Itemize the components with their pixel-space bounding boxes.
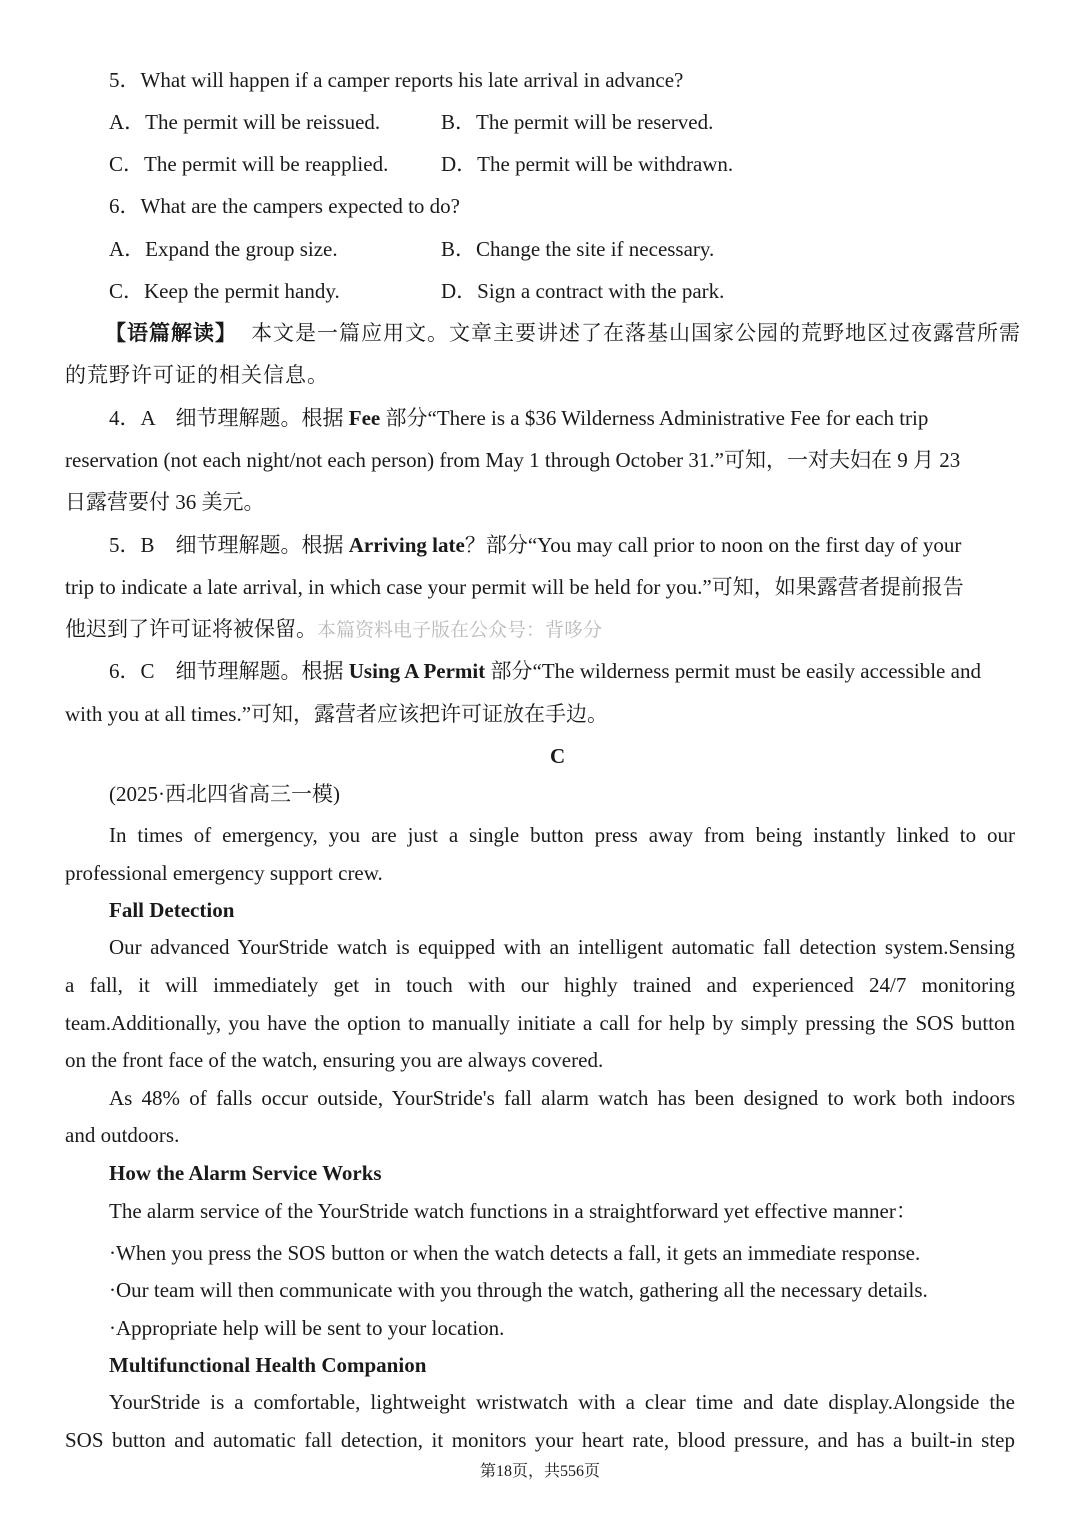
bullet-1: ·When you press the SOS button or when the watch detects a fall, it gets an immediate response. [109, 1241, 921, 1265]
q6-option-b: B．Change the site if necessary. [441, 237, 715, 261]
interpretation-label: 【语篇解读】 [105, 321, 237, 345]
watermark-text: 本篇资料电子版在公众号：背哆分 [317, 619, 603, 641]
paragraph-1-line-4: on the front face of the watch, ensuring you are always covered. [65, 1048, 604, 1072]
answer-5-line-1: 5．B 细节理解题。根据 Arriving late？部分“You may call prior to noon on the first day of your [109, 533, 962, 557]
paragraph-3: The alarm service of the YourStride watch functions in a straightforward yet effective manner： [109, 1199, 917, 1223]
q5-option-c: C．The permit will be reapplied. [109, 152, 389, 176]
interpretation-line-2: 的荒野许可证的相关信息。 [65, 363, 329, 387]
section-source: (2025·西北四省高三一模) [109, 782, 340, 806]
paragraph-4-line-1: YourStride is a comfortable, lightweight wristwatch with a clear time and date display.Alongside the [109, 1390, 1015, 1414]
q6-option-d: D．Sign a contract with the park. [441, 279, 725, 303]
answer-4-keyword: Fee [348, 406, 381, 430]
passage-intro-line-1: In times of emergency, you are just a single button press away from being instantly linked to our [109, 823, 1015, 847]
paragraph-2-line-2: and outdoors. [65, 1123, 180, 1147]
heading-fall-detection: Fall Detection [109, 898, 235, 922]
paragraph-2-line-1: As 48% of falls occur outside, YourStride's fall alarm watch has been designed to work both indoors [109, 1086, 1015, 1110]
answer-4-line-2: reservation (not each night/not each person) from May 1 through October 31.”可知，一对夫妇在 9 月 23 [65, 448, 961, 472]
answer-5-line-3: 他迟到了许可证将被保留。本篇资料电子版在公众号：背哆分 [65, 617, 603, 641]
bullet-3: ·Appropriate help will be sent to your location. [109, 1316, 505, 1340]
answer-5-keyword: Arriving late [348, 533, 465, 557]
bullet-2: ·Our team will then communicate with you through the watch, gathering all the necessary details. [109, 1278, 928, 1302]
answer-5-line-2: trip to indicate a late arrival, in which case your permit will be held for you.”可知，如果露营者提前报告 [65, 575, 964, 599]
heading-alarm-service: How the Alarm Service Works [109, 1161, 382, 1185]
answer-6-line-2: with you at all times.”可知，露营者应该把许可证放在手边。 [65, 702, 609, 726]
paragraph-4-line-2: SOS button and automatic fall detection, it monitors your heart rate, blood pressure, and has a built-in step [65, 1428, 1015, 1452]
question-6: 6．What are the campers expected to do? [109, 194, 461, 218]
passage-intro-line-2: professional emergency support crew. [65, 861, 383, 885]
interpretation-line-1: 【语篇解读】 本文是一篇应用文。文章主要讲述了在落基山国家公园的荒野地区过夜露营所需 [105, 321, 1021, 345]
paragraph-1-line-3: team.Additionally, you have the option to manually initiate a call for help by simply pressing the SOS button [65, 1011, 1015, 1035]
paragraph-1-line-1: Our advanced YourStride watch is equipped with an intelligent automatic fall detection system.Sensing [109, 935, 1015, 959]
answer-4-line-3: 日露营要付 36 美元。 [65, 490, 265, 514]
answer-6-line-1: 6．C 细节理解题。根据 Using A Permit 部分“The wilderness permit must be easily accessible and [109, 659, 981, 683]
q6-option-c: C．Keep the permit handy. [109, 279, 340, 303]
q5-option-d: D．The permit will be withdrawn. [441, 152, 734, 176]
q5-option-a: A．The permit will be reissued. [109, 110, 381, 134]
q6-option-a: A．Expand the group size. [109, 237, 338, 261]
section-letter: C [550, 744, 566, 768]
paragraph-1-line-2: a fall, it will immediately get in touch with our highly trained and experienced 24/7 monitoring [65, 973, 1015, 997]
heading-health-companion: Multifunctional Health Companion [109, 1353, 427, 1377]
q5-option-b: B．The permit will be reserved. [441, 110, 714, 134]
question-5: 5．What will happen if a camper reports his late arrival in advance? [109, 68, 684, 92]
answer-6-keyword: Using A Permit [348, 659, 486, 683]
answer-4-line-1: 4．A 细节理解题。根据 Fee 部分“There is a $36 Wilderness Administrative Fee for each trip [109, 406, 929, 430]
page-number: 第18页，共556页 [479, 1463, 600, 1480]
